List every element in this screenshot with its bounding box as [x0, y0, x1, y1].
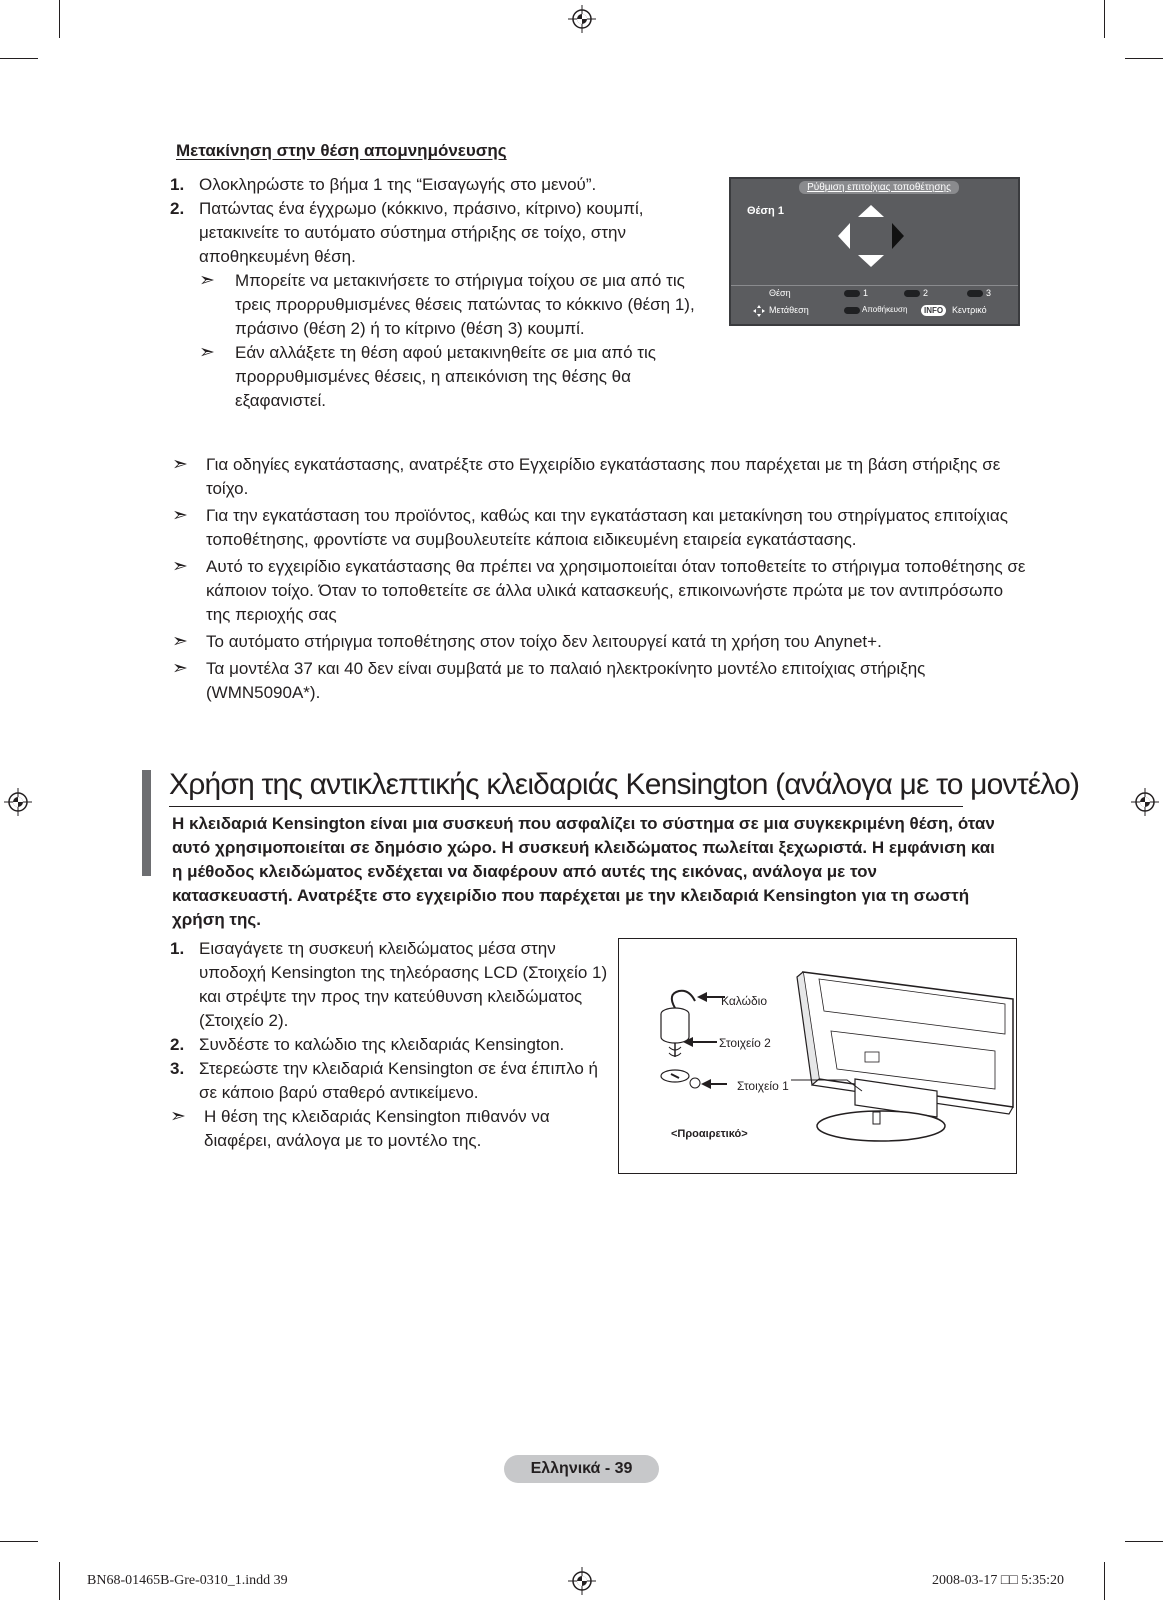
- step-item: [170, 1057, 610, 1105]
- save-button-icon: [844, 307, 860, 314]
- step-text: Ολοκληρώστε το βήμα 1 της “Εισαγωγής στο μενού”.: [199, 175, 597, 194]
- note-item: [172, 630, 1032, 654]
- registration-mark-icon: [4, 788, 32, 816]
- step-number: 3.: [170, 1059, 185, 1078]
- preset-1-label: 1: [863, 288, 869, 298]
- note-item: [199, 341, 700, 413]
- section-intro: Η κλειδαριά Kensington είναι μια συσκευή που ασφαλίζει το σύστημα σε μια συγκεκριμένη θέση, όταν αυτό χρησιμοποιείται σε δημόσιο χώρο. Η συσκευή κλειδώματος πωλείται ξεχωριστά. Η εμφάνιση και η μέθοδος κλειδώματος ενδέχεται να διαφέρουν από αυτές της εικόνας, ανάλογα με τον κατασκευαστή. Ανατρέξτε στο εγχειρίδιο που παρέχεται με την κλειδαριά Kensington για τη σωστή χρήση της.: [172, 814, 995, 929]
- direction-arrows-icon: [836, 203, 906, 269]
- step-number: 2.: [170, 199, 185, 218]
- crop-mark: [1125, 58, 1163, 59]
- note-text: Για οδηγίες εγκατάστασης, ανατρέξτε στο Εγχειρίδιο εγκατάστασης που παρέχεται με τη βάση στήριξης σε τοίχο.: [206, 455, 1001, 498]
- note-item: [172, 657, 1032, 705]
- item1-label: Στοιχείο 1: [737, 1079, 789, 1093]
- note-arrow-icon: ➣: [172, 556, 188, 577]
- crop-mark: [59, 0, 60, 38]
- cable-label: Καλώδιο: [721, 994, 768, 1008]
- step-text: Στερεώστε την κλειδαριά Kensington σε ένα έπιπλο ή σε κάποιο βαρύ σταθερό αντικείμενο.: [199, 1059, 598, 1102]
- note-item: [170, 1105, 610, 1153]
- step-text: Συνδέστε το καλώδιο της κλειδαριάς Kensington.: [199, 1035, 565, 1054]
- step-text: Εισαγάγετε τη συσκευή κλειδώματος μέσα στην υποδοχή Kensington της τηλεόρασης LCD (Στοιχείο 1) και στρέψτε την προς την κατεύθυνση κλειδώματος (Στοιχείο 2).: [199, 939, 608, 1030]
- date-info: 2008-03-17 □□ 5:35:20: [932, 1573, 1065, 1588]
- file-info: BN68-01465B-Gre-0310_1.indd 39: [87, 1573, 288, 1588]
- note-item: [172, 453, 1032, 501]
- osd-screen: [729, 177, 1020, 326]
- note-arrow-icon: ➣: [199, 342, 215, 363]
- step-item: [170, 1033, 610, 1057]
- step-number: 1.: [170, 175, 185, 194]
- osd-help-row: [731, 303, 1018, 319]
- kensington-figure: [618, 938, 1017, 1174]
- move-steps: [170, 173, 700, 413]
- osd-position-label: Θέση 1: [747, 205, 784, 217]
- note-text: Τα μοντέλα 37 και 40 δεν είναι συμβατά με το παλαιό ηλεκτροκίνητο μοντέλο επιτοίχιας στήριξης (WMN5090A*).: [206, 659, 926, 702]
- preset-2-icon: [904, 290, 920, 297]
- note-arrow-icon: ➣: [172, 631, 188, 652]
- note-text: Το αυτόματο στήριγμα τοποθέτησης στον τοίχο δεν λειτουργεί κατά τη χρήση του Anynet+.: [206, 632, 882, 651]
- osd-save-label: Αποθήκευση: [862, 305, 908, 314]
- note-text: Η θέση της κλειδαριάς Kensington πιθανόν να διαφέρει, ανάλογα με το μοντέλο της.: [204, 1107, 550, 1150]
- note-arrow-icon: ➣: [170, 1106, 186, 1127]
- note-arrow-icon: ➣: [172, 454, 188, 475]
- osd-title: Ρύθμιση επιτοίχιας τοποθέτησης: [799, 181, 959, 194]
- osd-position-row-label: Θέση: [769, 288, 791, 298]
- preset-1-icon: [844, 290, 860, 297]
- note-item: [172, 504, 1032, 552]
- step-text: Πατώντας ένα έγχρωμο (κόκκινο, πράσινο, κίτρινο) κουμπί, μετακινείτε το αυτόματο σύστημα στήριξης σε τοίχο, στην αποθηκευμένη θέση.: [199, 199, 644, 266]
- info-badge: INFO: [921, 305, 946, 316]
- step-item: [170, 197, 700, 269]
- note-arrow-icon: ➣: [172, 658, 188, 679]
- crop-mark: [1104, 0, 1105, 38]
- preset-3-icon: [967, 290, 983, 297]
- step-number: 1.: [170, 939, 185, 958]
- step-item: [170, 173, 700, 197]
- section-marker-bar: [142, 770, 151, 876]
- registration-mark-icon: [1131, 788, 1159, 816]
- section-rule: [169, 806, 963, 807]
- note-text: Αυτό το εγχειρίδιο εγκατάστασης θα πρέπει να χρησιμοποιείται όταν τοποθετείτε το στήριγμα τοποθέτησης σε κάποιον τοίχο. Όταν το τοποθετείτε σε άλλα υλικά κατασκευής, επικοινωνήστε πρώτα με τον αντιπρόσωπο της περιοχής σας: [206, 557, 1026, 624]
- note-arrow-icon: ➣: [199, 270, 215, 291]
- note-item: [172, 555, 1032, 627]
- registration-mark-icon: [568, 1567, 596, 1595]
- preset-2-label: 2: [923, 288, 929, 298]
- osd-move-label: Μετάθεση: [769, 305, 809, 315]
- crop-mark: [0, 1541, 38, 1542]
- note-text: Εάν αλλάξετε τη θέση αφού μετακινηθείτε σε μια από τις προρρυθμισμένες θέσεις, η απεικόνιση της θέσης θα εξαφανιστεί.: [235, 343, 656, 410]
- note-text: Μπορείτε να μετακινήσετε το στήριγμα τοίχου σε μια από τις τρεις προρρυθμισμένες θέσεις πατώντας το κόκκινο (θέση 1), πράσινο (θέση 2) ή το κίτρινο (θέση 3) κουμπί.: [235, 271, 695, 338]
- section-title: Χρήση της αντικλεπτικής κλειδαριάς Kensington (ανάλογα με το μοντέλο): [169, 768, 1080, 801]
- preset-3-label: 3: [986, 288, 992, 298]
- note-arrow-icon: ➣: [172, 505, 188, 526]
- osd-preset-row: [731, 286, 1018, 302]
- step-item: [170, 937, 610, 1033]
- page-number-badge: Ελληνικά - 39: [504, 1455, 659, 1483]
- kensington-steps: [170, 937, 610, 1153]
- general-notes: [172, 453, 1032, 708]
- crop-mark: [59, 1562, 60, 1600]
- item2-label: Στοιχείο 2: [719, 1036, 771, 1050]
- osd-center-label: Κεντρικό: [952, 305, 987, 315]
- move-arrows-icon: [753, 305, 765, 317]
- crop-mark: [1125, 1541, 1163, 1542]
- step-number: 2.: [170, 1035, 185, 1054]
- note-text: Για την εγκατάσταση του προϊόντος, καθώς και την εγκατάσταση και μετακίνηση του στηρίγματος επιτοίχιας τοποθέτησης, φροντίστε να συμβουλευτείτε κάποια ειδικευμένη εταιρεία εγκατάστασης.: [206, 506, 1008, 549]
- note-item: [199, 269, 700, 341]
- crop-mark: [1104, 1562, 1105, 1600]
- section-subheading: Μετακίνηση στην θέση απομνημόνευσης: [176, 141, 507, 160]
- optional-label: <Προαιρετικό>: [671, 1128, 748, 1140]
- registration-mark-icon: [568, 5, 596, 33]
- crop-mark: [0, 58, 38, 59]
